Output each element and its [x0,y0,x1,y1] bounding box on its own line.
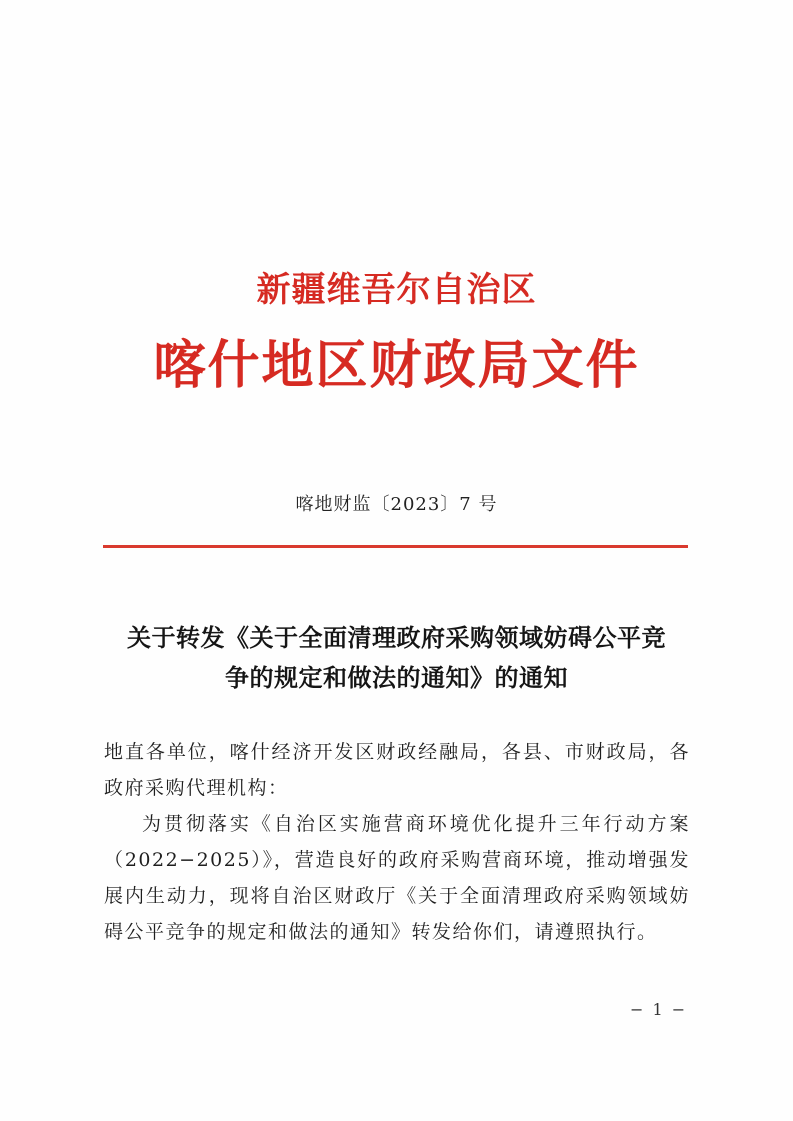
document-title-line2: 争的规定和做法的通知》的通知 [225,663,568,692]
document-title [90,618,703,698]
document-title-line1: 关于转发《关于全面清理政府采购领域妨碍公平竞 [127,623,666,652]
header-region-name: 新疆维吾尔自治区 [256,270,537,310]
document-number: 喀地财监〔2023〕7 号 [295,494,498,515]
body-paragraph: 为贯彻落实《自治区实施营商环境优化提升三年行动方案（2022−2025）》，营造良好的政府采购营商环境，推动增强发展内生动力，现将自治区财政厅《关于全面清理政府采购领域妨碍公平竞争的规定和做法的通知》转发给你们，请遵照执行。 [104,813,690,943]
red-divider-line [103,545,688,548]
page-number: − 1 − [630,1000,688,1019]
header-issuer-title: 喀什地区财政局文件 [153,335,640,396]
salutation: 地直各单位，喀什经济开发区财政经融局，各县、市财政局，各政府采购代理机构： [104,741,690,799]
